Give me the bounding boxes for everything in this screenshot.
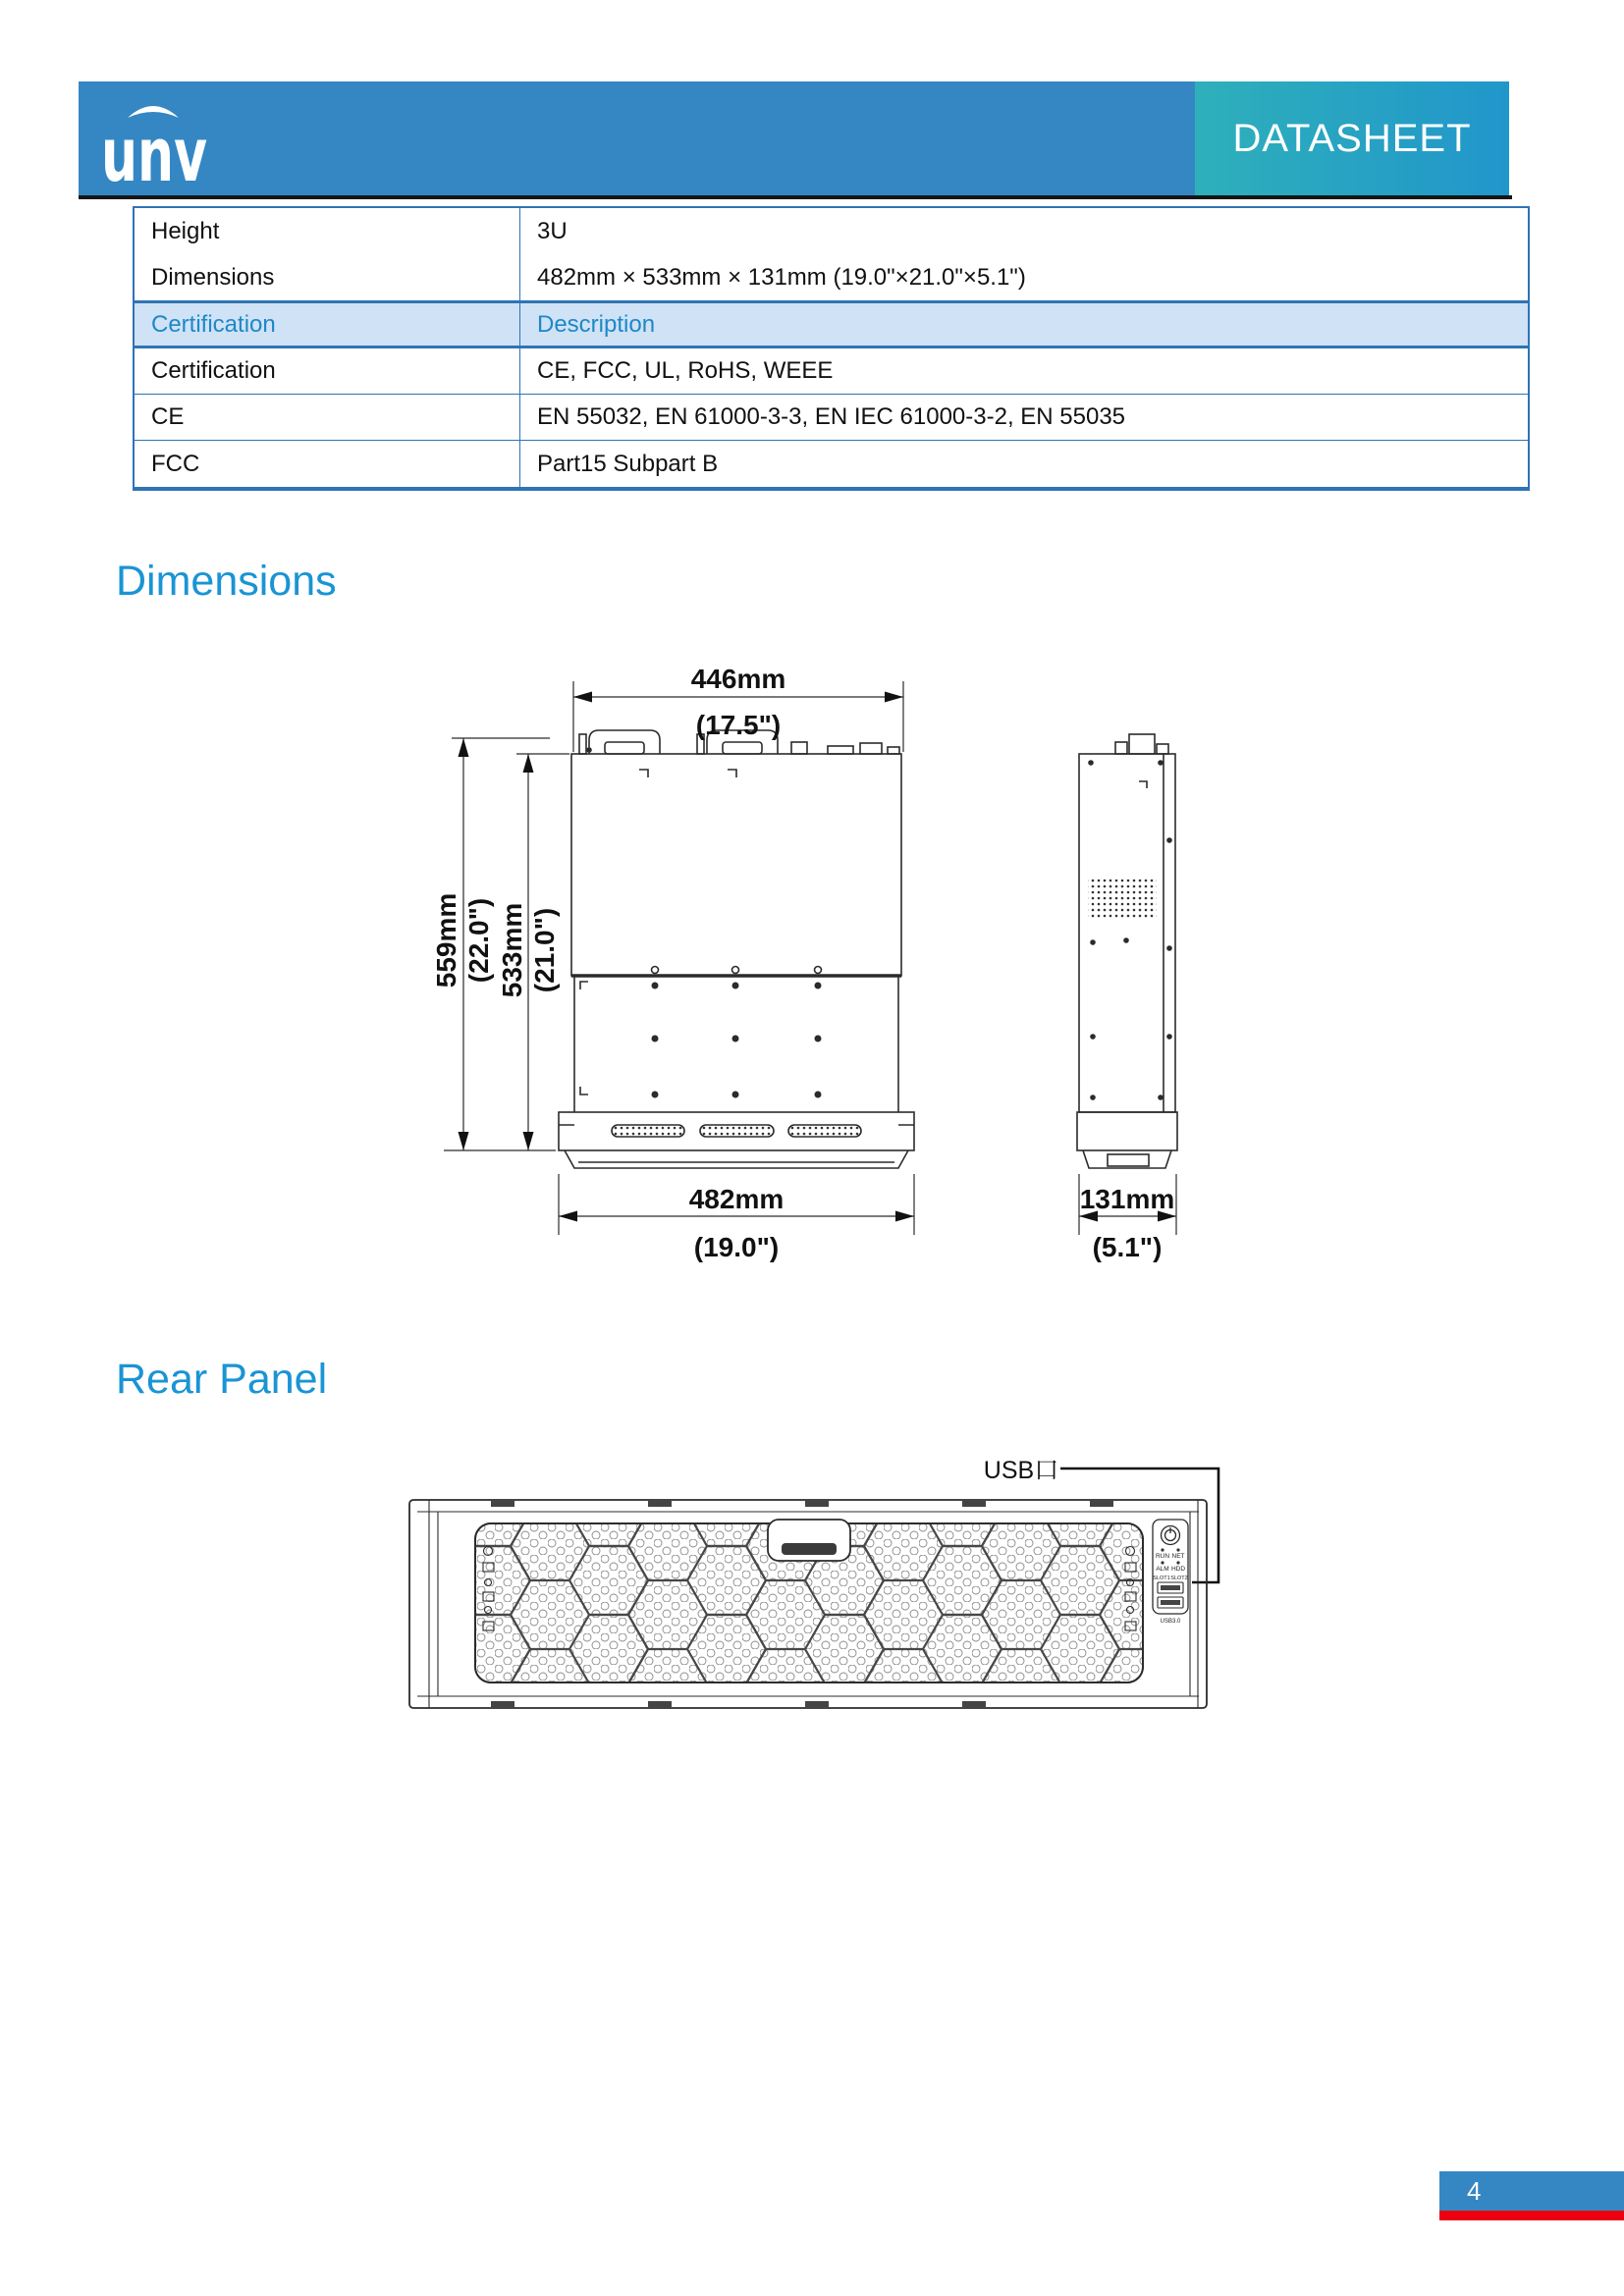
rear-panel-section-title: Rear Panel [116,1356,328,1403]
dim-label-482mm: 482mm [688,1184,785,1214]
front-view-outline [559,730,914,1168]
vent-slots [612,1125,861,1137]
spec-value: 482mm × 533mm × 131mm (19.0"×21.0"×5.1") [537,263,1026,291]
dim-label-533mm: 533mm [497,902,527,998]
dim-label-559mm: 559mm [431,892,461,988]
page-number-box [1439,2171,1624,2211]
dim-label-482in: (19.0") [693,1232,780,1262]
table-row [135,254,1528,300]
led-label-hdd: HDD [1170,1566,1186,1573]
header-divider [79,195,1512,199]
dim-label-446mm: 446mm [690,664,786,694]
dim-label-533in: (21.0") [529,907,560,993]
rear-panel-figure [388,1431,1291,1775]
spec-label: Dimensions [135,254,520,300]
footer-red-bar [1439,2211,1624,2220]
slot2-label: SLOT2 [1170,1575,1188,1581]
dimensions-figure [265,638,1227,1286]
dimensions-section-title: Dimensions [116,558,337,605]
dim-label-131mm: 131mm [1079,1184,1175,1214]
table-row [135,395,1528,441]
datasheet-badge [1195,81,1509,196]
page-number: 4 [1467,2175,1482,2206]
unv-logo [98,104,304,188]
spec-label: Certification [135,348,520,394]
usb-port-label: USB口 [983,1457,1059,1484]
table-row [135,348,1528,395]
led-label-run: RUN [1155,1553,1170,1560]
side-view-outline [1077,734,1177,1168]
logo-text: unv [101,111,207,188]
spec-label: CE [135,395,520,440]
table-row [135,441,1528,487]
table-row [135,208,1528,254]
spec-label: Height [135,208,520,254]
spec-label: FCC [135,441,520,487]
dim-label-131in: (5.1") [1092,1232,1163,1262]
usb3-label: USB3.0 [1160,1619,1181,1625]
datasheet-badge-label: DATASHEET [1232,117,1472,160]
spec-table [133,206,1530,491]
dim-label-559in: (22.0") [463,897,494,984]
led-label-alm: ALM [1156,1566,1169,1573]
spec-value: CE, FCC, UL, RoHS, WEEE [537,357,834,384]
spec-value: EN 55032, EN 61000-3-3, EN IEC 61000-3-2, EN 55035 [537,403,1126,430]
led-label-net: NET [1171,1553,1185,1560]
table-header-row [135,300,1528,348]
handle [768,1520,850,1561]
spec-value: Part15 Subpart B [537,450,719,477]
screw-dots [652,983,822,1098]
dim-label-446in: (17.5") [695,710,782,740]
spec-header-label: Certification [135,303,520,346]
slot1-label: SLOT1 [1153,1575,1170,1581]
spec-header-value: Description [537,310,656,338]
spec-value: 3U [537,217,568,244]
